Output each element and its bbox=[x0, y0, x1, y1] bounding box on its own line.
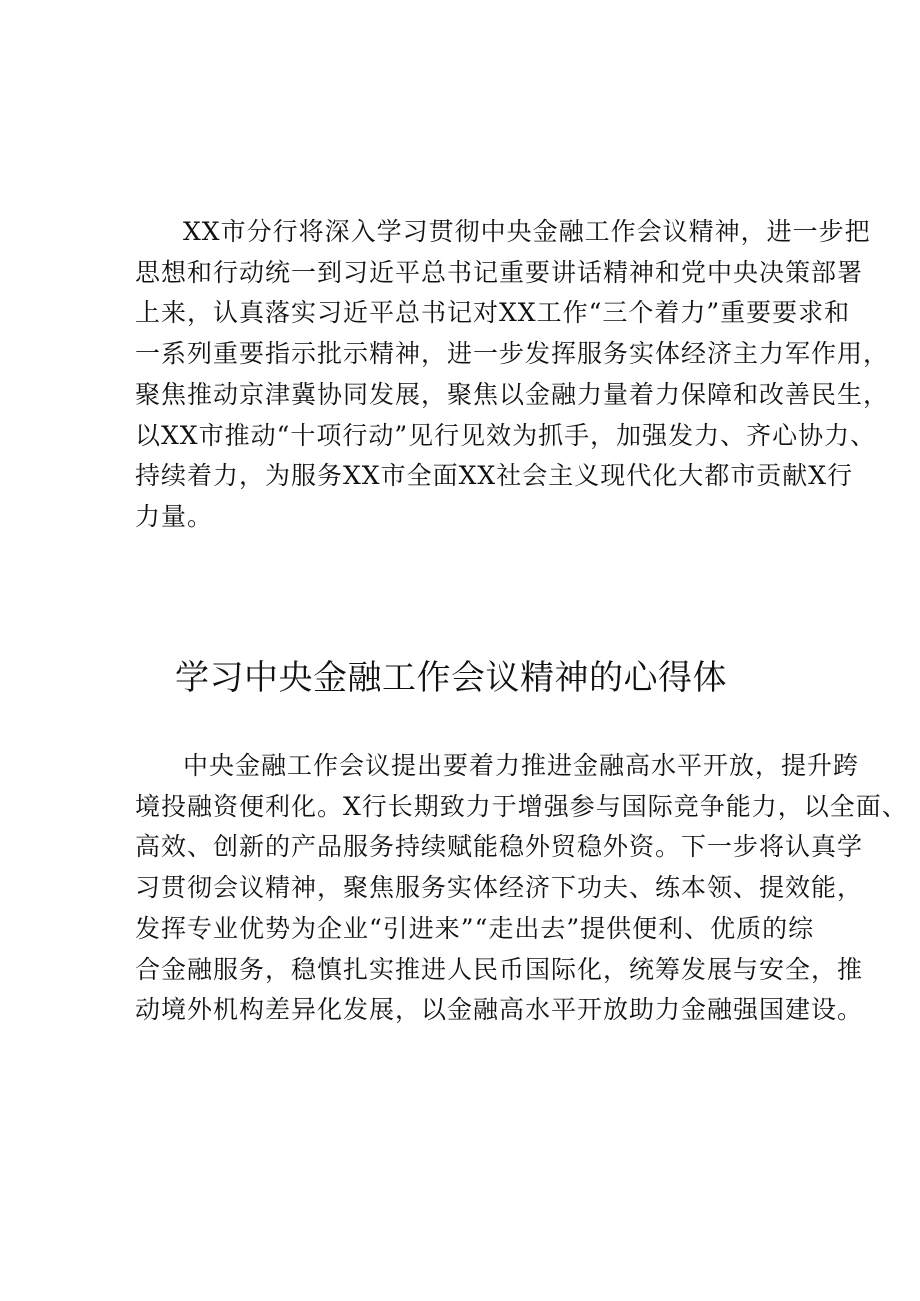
paragraph-line: 力量。 bbox=[135, 501, 214, 531]
paragraph-line: 聚焦推动京津冀协同发展，聚焦以金融力量着力保障和改善民生， bbox=[135, 379, 890, 409]
paragraph-line: XX市分行将深入学习贯彻中央金融工作会议精神，进一步把 bbox=[183, 217, 871, 246]
paragraph-line: 动境外机构差异化发展，以金融高水平开放助力金融强国建设。 bbox=[135, 995, 864, 1025]
paragraph-line: 思想和行动统一到习近平总书记重要讲话精神和党中央决策部署 bbox=[135, 257, 864, 287]
paragraph-line: 发挥专业优势为企业“引进来”“走出去”提供便利、优质的综 bbox=[135, 913, 815, 943]
section-title: 学习中央金融工作会议精神的心得体 bbox=[175, 658, 727, 698]
paragraph-line: 持续着力，为服务XX市全面XX社会主义现代化大都市贡献X行 bbox=[135, 461, 853, 491]
paragraph-line: 境投融资便利化。X行长期致力于增强参与国际竞争能力，以全面、 bbox=[135, 791, 908, 821]
paragraph-line: 上来，认真落实习近平总书记对XX工作“三个着力”重要要求和 bbox=[135, 298, 851, 328]
paragraph-line: 合金融服务，稳慎扎实推进人民币国际化，统筹发展与安全，推 bbox=[135, 954, 864, 984]
paragraph-line: 中央金融工作会议提出要着力推进金融高水平开放，提升跨 bbox=[183, 751, 860, 780]
intro-paragraph bbox=[135, 212, 890, 538]
paragraph-line: 习贯彻会议精神，聚焦服务实体经济下功夫、练本领、提效能， bbox=[135, 873, 864, 903]
paragraph-line: 以XX市推动“十项行动”见行见效为抓手，加强发力、齐心协力、 bbox=[135, 420, 877, 450]
paragraph-line: 一系列重要指示批示精神，进一步发挥服务实体经济主力军作用， bbox=[135, 339, 890, 369]
body-paragraph bbox=[135, 746, 908, 1031]
paragraph-line: 高效、创新的产品服务持续赋能稳外贸稳外资。下一步将认真学 bbox=[135, 832, 864, 862]
